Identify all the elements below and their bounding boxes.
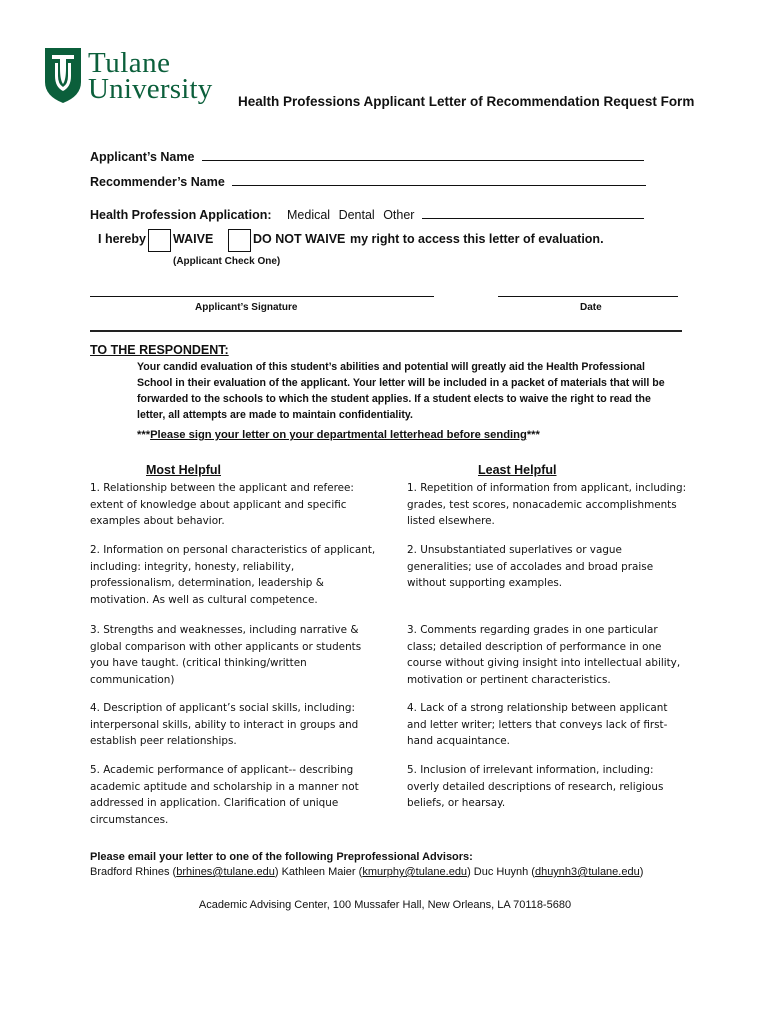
least-helpful-item-4: 4. Lack of a strong relationship between applicant and letter writer; letters that conveys lack of first-hand acquaintance. xyxy=(407,702,668,748)
date-line[interactable] xyxy=(498,296,678,297)
signature-line[interactable] xyxy=(90,296,434,297)
least-helpful-heading: Least Helpful xyxy=(478,463,557,477)
respondent-heading xyxy=(90,343,229,357)
do-not-waive-label: DO NOT WAIVE xyxy=(253,232,346,246)
respondent-body: Your candid evaluation of this student’s abilities and potential will greatly aid the Health Professional School in their evaluation of the applicant. Your letter will be included in a packet of materials that will be forwarded to the schools to which the student applies. If a student elects to waive the right to read the letter, all attempts are made to maintain confidentiality. xyxy=(137,361,665,421)
respondent-heading-text: TO THE RESPONDENT xyxy=(90,343,225,357)
waiver-suffix: my right to access this letter of evaluation. xyxy=(350,232,604,246)
do-not-waive-checkbox[interactable] xyxy=(228,229,251,252)
advisor-name: Kathleen Maier xyxy=(281,866,356,878)
form-title: Health Professions Applicant Letter of Recommendation Request Form xyxy=(238,94,695,109)
least-helpful-item-2: 2. Unsubstantiated superlatives or vague generalities; use of accolades and broad praise without supporting examples. xyxy=(407,544,654,590)
advisor-email-link[interactable]: kmurphy@tulane.edu xyxy=(362,866,468,878)
most-helpful-item-5: 5. Academic performance of applicant-- describing academic aptitude and scholarship in a manner not addressed in application. Clarification of unique circumstances. xyxy=(90,764,359,826)
application-label: Health Profession Application: xyxy=(90,208,272,222)
most-helpful-item-1: 1. Relationship between the applicant and referee: extent of knowledge about applicant and specific examples about behavior. xyxy=(90,482,354,528)
waive-label: WAIVE xyxy=(173,232,214,246)
application-type-field[interactable] xyxy=(90,208,644,222)
letterhead-note-text: Please sign your letter on your departmental letterhead before sending xyxy=(150,429,527,441)
footer-address: Academic Advising Center, 100 Mussafer Hall, New Orleans, LA 70118-5680 xyxy=(198,899,572,911)
logo-line-1: Tulane xyxy=(88,47,171,79)
least-helpful-item-1: 1. Repetition of information from applicant, including: grades, test scores, nonacademic accomplishments listed elsewhere. xyxy=(407,482,687,528)
advisors-heading: Please email your letter to one of the following Preprofessional Advisors: xyxy=(90,851,473,863)
option-other[interactable]: Other xyxy=(383,208,415,222)
other-line[interactable] xyxy=(422,208,644,219)
advisor-email-link[interactable]: dhuynh3@tulane.edu xyxy=(534,866,640,878)
letterhead-note-suffix: *** xyxy=(526,429,540,441)
applicant-name-field[interactable] xyxy=(90,150,644,164)
recommender-name-label: Recommender’s Name xyxy=(90,175,225,189)
advisor-email-link[interactable]: brhines@tulane.edu xyxy=(176,866,275,878)
applicant-name-label: Applicant’s Name xyxy=(90,150,195,164)
waiver-prefix: I hereby xyxy=(98,232,146,246)
least-helpful-item-3: 3. Comments regarding grades in one particular class; detailed description of performance in one course without giving insight into intellectual ability, motivation or pertinent characteristics. xyxy=(407,624,681,686)
advisor-name: Duc Huynh xyxy=(473,866,529,878)
least-helpful-item-5: 5. Inclusion of irrelevant information, including: overly detailed descriptions of research, religious beliefs, or hearsay. xyxy=(407,764,664,810)
advisor-name: Bradford Rhines xyxy=(90,866,170,878)
applicant-name-line[interactable] xyxy=(202,150,644,161)
option-dental[interactable]: Dental xyxy=(338,208,375,222)
most-helpful-item-3: 3. Strengths and weaknesses, including narrative & global comparison with other applicants or students you have taught. (critical thinking/written communication) xyxy=(90,624,362,686)
date-label: Date xyxy=(580,302,602,313)
advisors-list: Bradford Rhines (brhines@tulane.edu) Kathleen Maier (kmurphy@tulane.edu) Duc Huynh (dhuynh3@tulane.edu) xyxy=(90,866,644,878)
recommender-name-field[interactable] xyxy=(90,175,646,189)
logo-line-2: University xyxy=(88,73,213,105)
most-helpful-item-4: 4. Description of applicant’s social skills, including: interpersonal skills, ability to interact in groups and establish peer relationships. xyxy=(90,702,359,748)
respondent-heading-colon: : xyxy=(224,343,229,357)
signature-label: Applicant’s Signature xyxy=(195,302,298,313)
recommender-name-line[interactable] xyxy=(232,175,646,186)
letterhead-note xyxy=(137,429,540,441)
check-one-note: (Applicant Check One) xyxy=(173,256,281,267)
section-divider xyxy=(90,330,682,332)
shield-icon xyxy=(44,46,82,104)
waive-checkbox[interactable] xyxy=(148,229,171,252)
option-medical[interactable]: Medical xyxy=(287,208,331,222)
logo-wordmark xyxy=(88,47,213,105)
letterhead-note-prefix: *** xyxy=(137,429,151,441)
tulane-logo xyxy=(44,44,224,106)
most-helpful-heading: Most Helpful xyxy=(146,463,221,477)
most-helpful-item-2: 2. Information on personal characteristics of applicant, including: integrity, honesty, reliability, professionalism, determination, leadership & motivation. As well as cultural competence. xyxy=(90,544,376,606)
